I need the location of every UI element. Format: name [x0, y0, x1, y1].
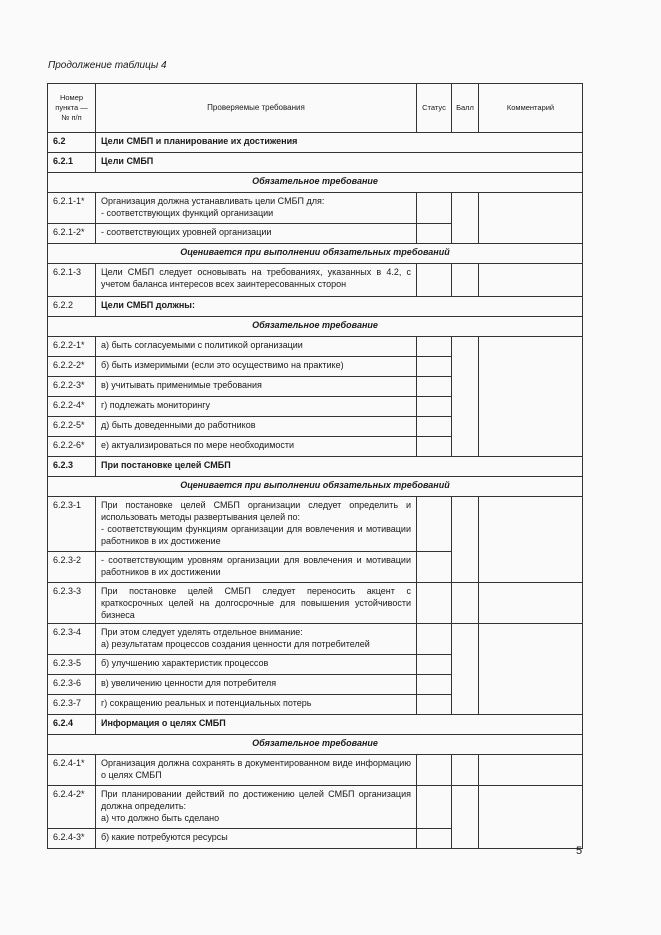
- header-num: Номер пункта — № п/п: [48, 84, 96, 133]
- status-cell[interactable]: [417, 829, 452, 849]
- status-cell[interactable]: [417, 193, 452, 224]
- status-cell[interactable]: [417, 755, 452, 786]
- row-number: 6.2.3-4: [48, 624, 96, 655]
- row-number: 6.2.1-1*: [48, 193, 96, 224]
- row-number: 6.2.4-3*: [48, 829, 96, 849]
- requirement-text: д) быть доведенными до работников: [96, 417, 417, 437]
- status-cell[interactable]: [417, 224, 452, 244]
- section-row: [48, 457, 583, 477]
- score-cell[interactable]: [452, 264, 479, 297]
- status-cell[interactable]: [417, 675, 452, 695]
- status-cell[interactable]: [417, 624, 452, 655]
- status-cell[interactable]: [417, 695, 452, 715]
- row-number: 6.2.3-7: [48, 695, 96, 715]
- section-title: Цели СМБП должны:: [96, 297, 583, 317]
- row-number: 6.2.3-5: [48, 655, 96, 675]
- table-row: [48, 337, 583, 357]
- header-status: Статус: [417, 84, 452, 133]
- row-number: 6.2.4-2*: [48, 786, 96, 829]
- row-number: 6.2: [48, 133, 96, 153]
- category-row: [48, 244, 583, 264]
- requirement-text: б) быть измеримыми (если это осуществимо на практике): [96, 357, 417, 377]
- row-number: 6.2.2-3*: [48, 377, 96, 397]
- category-row: [48, 477, 583, 497]
- table-row: [48, 497, 583, 552]
- status-cell[interactable]: [417, 337, 452, 357]
- row-number: 6.2.2-6*: [48, 437, 96, 457]
- row-number: 6.2.4: [48, 715, 96, 735]
- requirement-text: Цели СМБП следует основывать на требованиях, указанных в 4.2, с учетом баланса интересов всех заинтересованных сторон: [96, 264, 417, 297]
- requirement-text: - соответствующим уровням организации для вовлечения и мотивации работников в их достижении: [96, 552, 417, 583]
- requirement-text: в) увеличению ценности для потребителя: [96, 675, 417, 695]
- requirement-text: При этом следует уделять отдельное внимание: а) результатам процессов создания ценности для потребителей: [96, 624, 417, 655]
- requirement-text: г) подлежать мониторингу: [96, 397, 417, 417]
- table-row: [48, 755, 583, 786]
- score-cell[interactable]: [452, 786, 479, 849]
- header-row: [48, 84, 583, 133]
- row-number: 6.2.1-2*: [48, 224, 96, 244]
- row-number: 6.2.2: [48, 297, 96, 317]
- row-number: 6.2.3-3: [48, 583, 96, 624]
- status-cell[interactable]: [417, 786, 452, 829]
- status-cell[interactable]: [417, 552, 452, 583]
- requirement-text: Организация должна устанавливать цели СМБП для: - соответствующих функций организации: [96, 193, 417, 224]
- comment-cell[interactable]: [479, 786, 583, 849]
- status-cell[interactable]: [417, 437, 452, 457]
- row-number: 6.2.2-5*: [48, 417, 96, 437]
- requirement-text: При постановке целей СМБП следует переносить акцент с краткосрочных целей на долгосрочные для повышения устойчивости бизнеса: [96, 583, 417, 624]
- status-cell[interactable]: [417, 377, 452, 397]
- section-row: [48, 153, 583, 173]
- status-cell[interactable]: [417, 417, 452, 437]
- category-label: Обязательное требование: [48, 173, 583, 193]
- section-row: [48, 297, 583, 317]
- category-row: [48, 173, 583, 193]
- requirement-text: б) улучшению характеристик процессов: [96, 655, 417, 675]
- category-row: [48, 317, 583, 337]
- requirement-text: б) какие потребуются ресурсы: [96, 829, 417, 849]
- row-number: 6.2.3: [48, 457, 96, 477]
- row-number: 6.2.3-6: [48, 675, 96, 695]
- comment-cell[interactable]: [479, 337, 583, 457]
- requirement-text: - соответствующих уровней организации: [96, 224, 417, 244]
- table-row: [48, 193, 583, 224]
- comment-cell[interactable]: [479, 264, 583, 297]
- table-row: [48, 583, 583, 624]
- section-title: Информация о целях СМБП: [96, 715, 583, 735]
- status-cell[interactable]: [417, 655, 452, 675]
- section-row: [48, 133, 583, 153]
- comment-cell[interactable]: [479, 624, 583, 715]
- category-label: Обязательное требование: [48, 317, 583, 337]
- status-cell[interactable]: [417, 264, 452, 297]
- row-number: 6.2.4-1*: [48, 755, 96, 786]
- section-title: Цели СМБП и планирование их достижения: [96, 133, 583, 153]
- header-score: Балл: [452, 84, 479, 133]
- category-row: [48, 735, 583, 755]
- requirement-text: При постановке целей СМБП организации следует определить и использовать методы развертывания целей по: - соответствующим функциям организации для вовлечения и мотивации работников в их достижение: [96, 497, 417, 552]
- comment-cell[interactable]: [479, 193, 583, 244]
- row-number: 6.2.1: [48, 153, 96, 173]
- comment-cell[interactable]: [479, 583, 583, 624]
- requirement-text: Организация должна сохранять в документированном виде информацию о целях СМБП: [96, 755, 417, 786]
- table-row: [48, 786, 583, 829]
- requirement-text: а) быть согласуемыми с политикой организации: [96, 337, 417, 357]
- row-number: 6.2.3-2: [48, 552, 96, 583]
- score-cell[interactable]: [452, 193, 479, 244]
- score-cell[interactable]: [452, 583, 479, 624]
- status-cell[interactable]: [417, 583, 452, 624]
- section-row: [48, 715, 583, 735]
- header-comment: Комментарий: [479, 84, 583, 133]
- requirement-text: в) учитывать применимые требования: [96, 377, 417, 397]
- table-row: [48, 264, 583, 297]
- score-cell[interactable]: [452, 624, 479, 715]
- row-number: 6.2.2-2*: [48, 357, 96, 377]
- row-number: 6.2.2-4*: [48, 397, 96, 417]
- header-requirements: Проверяемые требования: [96, 84, 417, 133]
- row-number: 6.2.3-1: [48, 497, 96, 552]
- status-cell[interactable]: [417, 397, 452, 417]
- category-label: Оценивается при выполнении обязательных требований: [48, 477, 583, 497]
- status-cell[interactable]: [417, 357, 452, 377]
- score-cell[interactable]: [452, 337, 479, 457]
- section-title: При постановке целей СМБП: [96, 457, 583, 477]
- row-number: 6.2.1-3: [48, 264, 96, 297]
- status-cell[interactable]: [417, 497, 452, 552]
- score-cell[interactable]: [452, 755, 479, 786]
- requirements-table: [47, 83, 583, 849]
- page-number: 5: [576, 845, 583, 857]
- table-caption: Продолжение таблицы 4: [48, 60, 167, 71]
- row-number: 6.2.2-1*: [48, 337, 96, 357]
- requirement-text: г) сокращению реальных и потенциальных потерь: [96, 695, 417, 715]
- section-title: Цели СМБП: [96, 153, 583, 173]
- comment-cell[interactable]: [479, 497, 583, 583]
- category-label: Оценивается при выполнении обязательных требований: [48, 244, 583, 264]
- requirement-text: При планировании действий по достижению целей СМБП организация должна определить: а) что должно быть сделано: [96, 786, 417, 829]
- category-label: Обязательное требование: [48, 735, 583, 755]
- score-cell[interactable]: [452, 497, 479, 583]
- table-row: [48, 624, 583, 655]
- comment-cell[interactable]: [479, 755, 583, 786]
- requirement-text: е) актуализироваться по мере необходимости: [96, 437, 417, 457]
